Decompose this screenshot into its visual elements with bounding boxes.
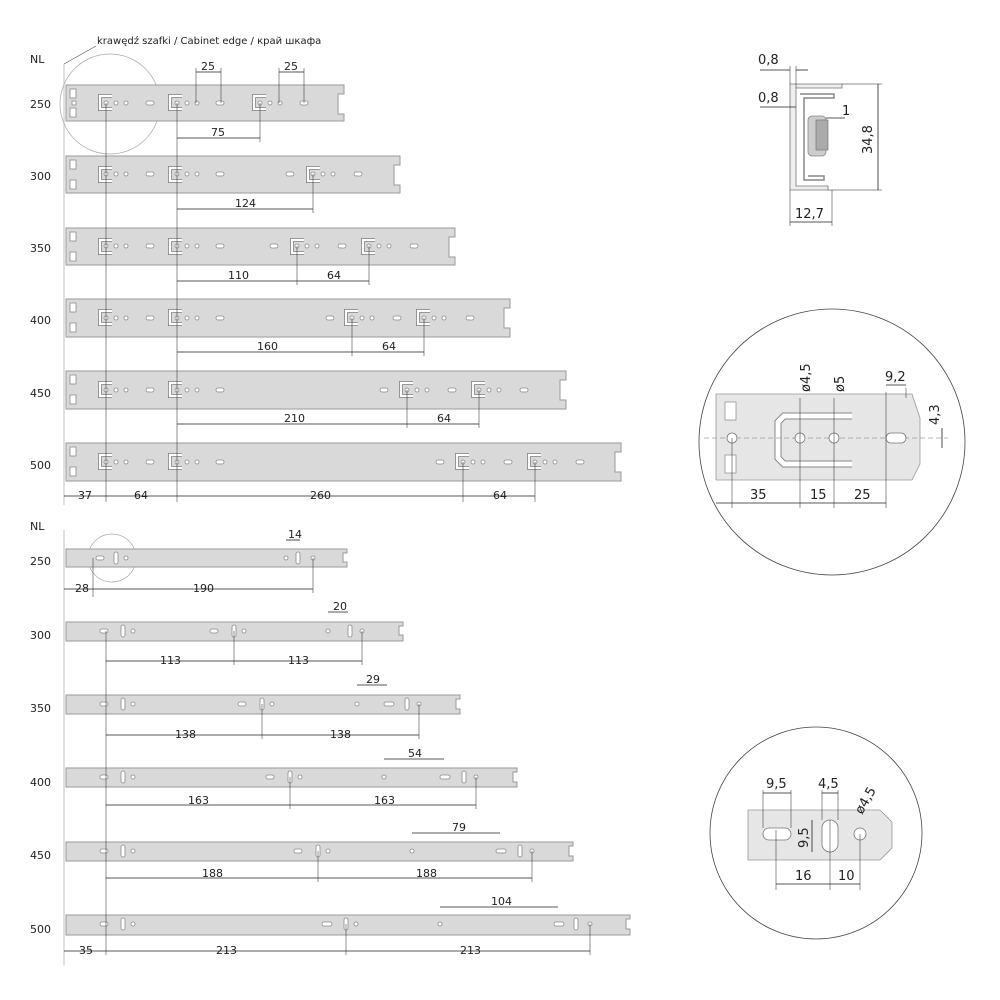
- rail-row-500: [30, 443, 621, 502]
- dim-b300-b: 113: [160, 654, 181, 667]
- dim-450-b: 64: [437, 412, 451, 425]
- bottom-rail-500: [30, 895, 630, 957]
- profile-section: [758, 53, 882, 226]
- nl-value: 250: [30, 98, 51, 111]
- dim-b500-b: 35: [79, 944, 93, 957]
- dim-250-b: 25: [284, 60, 298, 73]
- nl-value: 250: [30, 555, 51, 568]
- bottom-rail-250: [30, 528, 347, 597]
- detail-circle-bottom: [710, 727, 922, 939]
- profile-dim-height: 34,8: [861, 125, 876, 154]
- dim-b400-a: 54: [408, 747, 422, 760]
- detail-top-d5: 35: [750, 488, 767, 503]
- dim-450-a: 210: [284, 412, 305, 425]
- bottom-rail-400: [30, 747, 517, 809]
- detail-top-d7: 25: [854, 488, 871, 503]
- dim-b500-d: 213: [460, 944, 481, 957]
- detail-top-d2: ø5: [833, 375, 848, 392]
- profile-dim-08b: 0,8: [758, 91, 779, 106]
- dim-b300-c: 113: [288, 654, 309, 667]
- detail-bottom-d2: 4,5: [818, 777, 839, 792]
- dim-b350-c: 138: [330, 728, 351, 741]
- dim-400-b: 64: [382, 340, 396, 353]
- detail-bottom-d5: 16: [795, 869, 812, 884]
- nl-value: 300: [30, 629, 51, 642]
- dim-b350-b: 138: [175, 728, 196, 741]
- nl-value: 450: [30, 849, 51, 862]
- detail-bottom-d3: ø4,5: [852, 784, 880, 817]
- dim-350-a: 110: [228, 269, 249, 282]
- detail-top-d6: 15: [810, 488, 827, 503]
- dim-b400-c: 163: [374, 794, 395, 807]
- detail-bottom-d6: 10: [838, 869, 855, 884]
- profile-dim-08a: 0,8: [758, 53, 779, 68]
- dim-b500-c: 213: [216, 944, 237, 957]
- dim-b450-b: 188: [202, 867, 223, 880]
- nl-value: 300: [30, 170, 51, 183]
- detail-bottom-d1: 9,5: [766, 777, 787, 792]
- dim-b450-c: 188: [416, 867, 437, 880]
- dim-b250-b: 28: [75, 582, 89, 595]
- dim-500-b: 64: [493, 489, 507, 502]
- dim-b250-a: 14: [288, 528, 302, 541]
- detail-circle-top: [699, 309, 965, 575]
- dim-400-a: 160: [257, 340, 278, 353]
- dim-b250-c: 190: [193, 582, 214, 595]
- nl-value: 350: [30, 242, 51, 255]
- dim-300-a: 124: [235, 197, 256, 210]
- dim-b500-a: 104: [491, 895, 512, 908]
- profile-dim-1: 1: [842, 104, 851, 119]
- nl-value: 400: [30, 314, 51, 327]
- dim-b350-a: 29: [366, 673, 380, 686]
- detail-top-d1: ø4,5: [799, 363, 814, 392]
- dim-350-b: 64: [327, 269, 341, 282]
- nl-value: 350: [30, 702, 51, 715]
- nl-header-bottom: NL: [30, 520, 45, 533]
- dim-b450-a: 79: [452, 821, 466, 834]
- dim-250-a: 25: [201, 60, 215, 73]
- detail-top-d3: 9,2: [885, 370, 906, 385]
- detail-top-d4: 4,3: [928, 404, 943, 425]
- profile-dim-width: 12,7: [795, 207, 824, 222]
- dim-500-a: 260: [310, 489, 331, 502]
- bottom-rail-450: [30, 821, 573, 882]
- dim-b400-b: 163: [188, 794, 209, 807]
- bottom-rail-300: [30, 600, 403, 667]
- rail-row-400: [30, 299, 510, 356]
- dim-250-c: 75: [211, 126, 225, 139]
- rail-row-300: [30, 156, 400, 213]
- nl-value: 450: [30, 387, 51, 400]
- nl-header: NL: [30, 53, 45, 66]
- rail-row-350: [30, 228, 455, 285]
- dim-b300-a: 20: [333, 600, 347, 613]
- bottom-rail-350: [30, 673, 460, 741]
- cabinet-edge-label: krawędź szafki / Cabinet edge / край шкафа: [97, 36, 322, 47]
- dim-500-37: 37: [78, 489, 92, 502]
- nl-value: 400: [30, 776, 51, 789]
- detail-bottom-d4: 9,5: [797, 827, 812, 848]
- rail-row-450: [30, 371, 566, 428]
- rail-row-250: [30, 60, 344, 142]
- dim-500-64a: 64: [134, 489, 148, 502]
- nl-value: 500: [30, 459, 51, 472]
- nl-value: 500: [30, 923, 51, 936]
